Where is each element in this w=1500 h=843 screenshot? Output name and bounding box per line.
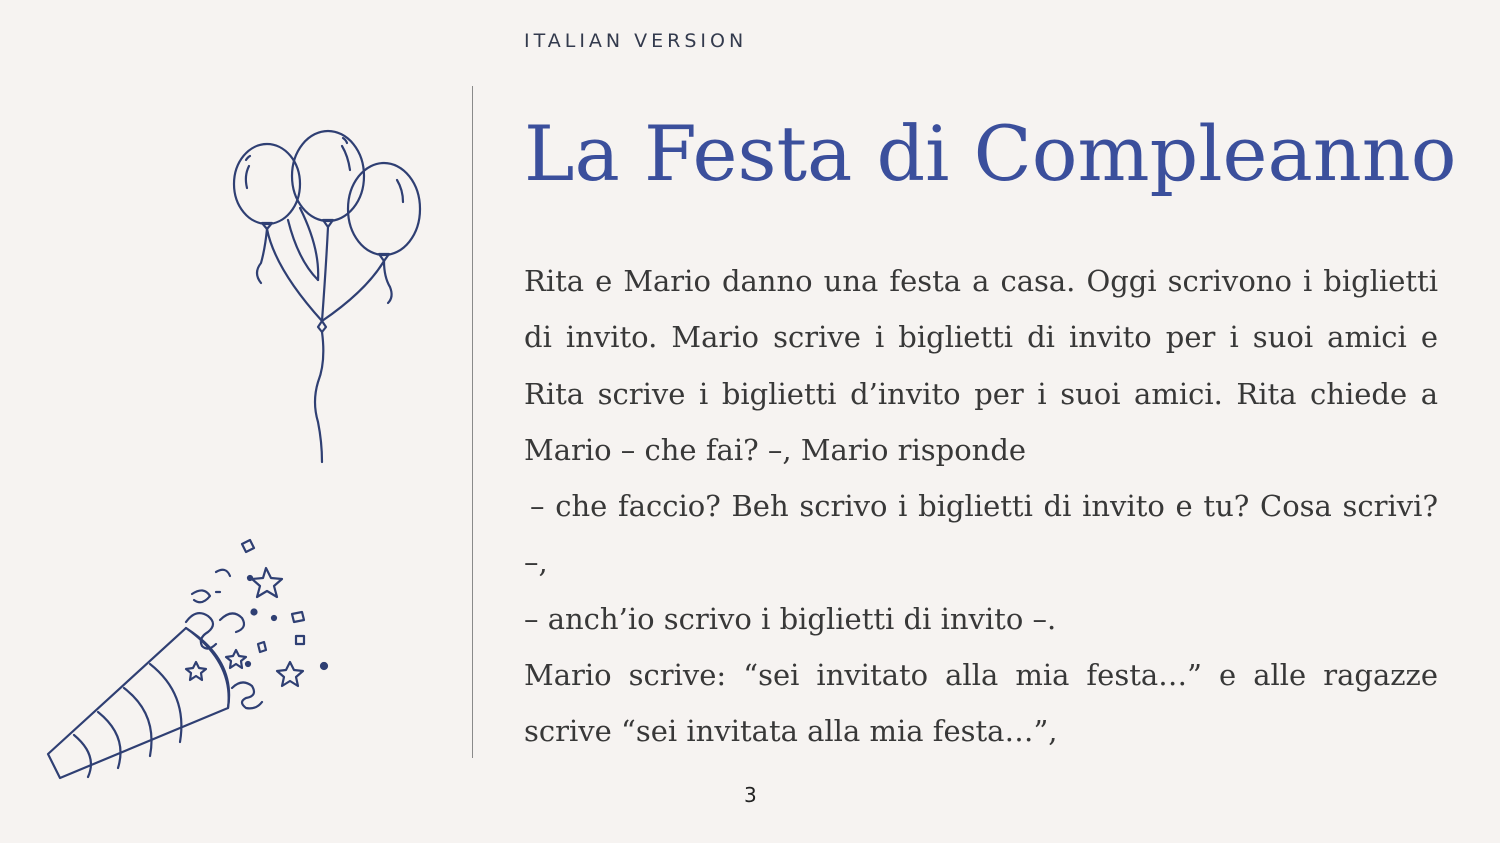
paragraph-3: – anch’io scrivo i biglietti di invito –. [524,601,1057,636]
page-number: 3 [744,783,757,807]
story-text [524,253,1438,760]
vertical-divider [472,86,473,758]
balloons-icon [222,120,432,470]
paragraph-2: – che faccio? Beh scrivo i biglietti di invito e tu? Cosa scrivi? –, [524,489,1438,580]
party-popper-icon [36,532,346,782]
paragraph-1: Rita e Mario danno una festa a casa. Oggi scrivono i biglietti di invito. Mario scrive i biglietti di invito per i suoi amici e Rita scrive i biglietti d’invito per i suoi amici. Rita chiede a Mario – che fai? –, Mario risponde [524,264,1438,467]
page-title: La Festa di Compleanno [524,109,1457,198]
paragraph-4: Mario scrive: “sei invitato alla mia festa…” e alle ragazze scrive “sei invitata alla mia festa…”, [524,658,1438,749]
header-label: ITALIAN VERSION [524,30,748,52]
